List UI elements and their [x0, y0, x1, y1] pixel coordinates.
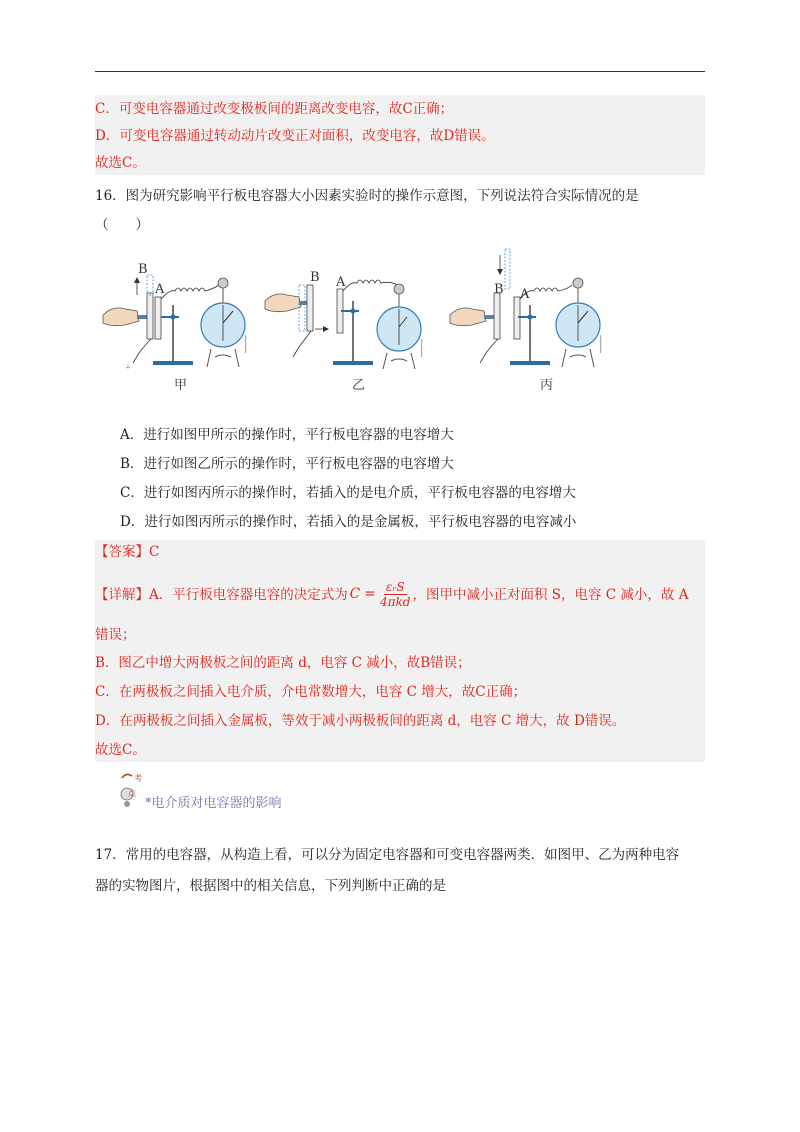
- bing-label-a: A: [520, 287, 530, 302]
- prev-solution-conclusion: 故选C。: [95, 155, 146, 171]
- q16-option-c: C．进行如图丙所示的操作时，若插入的是电介质，平行板电容器的电容增大: [120, 485, 576, 501]
- q16-figure: [95, 245, 655, 395]
- q16-option-a: A．进行如图甲所示的操作时，平行板电容器的电容增大: [120, 427, 454, 443]
- formula-lhs: C =: [349, 586, 376, 602]
- kaodian-glyph-bottom: 点: [128, 789, 136, 798]
- svg-text:⏚: ⏚: [125, 364, 132, 371]
- plate-b: [147, 293, 153, 339]
- panel-jia: [103, 275, 246, 371]
- q16-detail-c: C．在两极板之间插入电介质，介电常数增大，电容 C 增大，故C正确；: [95, 684, 527, 700]
- panel-yi: [265, 280, 422, 369]
- jia-label-b: B: [138, 262, 148, 277]
- q16-detail-conclusion: 故选C。: [95, 742, 146, 758]
- caption-jia: 甲: [174, 378, 188, 393]
- formula-fraction: [380, 580, 410, 609]
- q16-detail-a: [95, 580, 688, 609]
- kaodian-glyph-top: 考: [134, 774, 142, 783]
- header-rule: [95, 71, 705, 72]
- prev-solution-c: C．可变电容器通过改变极板间的距离改变电容，故C正确；: [95, 101, 454, 117]
- q16-option-b: B．进行如图乙所示的操作时，平行板电容器的电容增大: [120, 456, 454, 472]
- plate-b: [494, 293, 500, 339]
- yi-label-a: A: [336, 275, 346, 290]
- q16-option-d: D．进行如图丙所示的操作时，若插入的是金属板，平行板电容器的电容减小: [120, 514, 577, 530]
- formula-denominator: 4πkd: [379, 595, 411, 609]
- bing-label-b: B: [494, 282, 504, 297]
- capacitance-formula: [350, 580, 411, 609]
- caption-yi: 乙: [352, 378, 366, 393]
- yi-label-b: B: [310, 270, 320, 285]
- detail-a-suffix: ，图甲中减小正对面积 S，电容 C 减小，故 A: [412, 586, 689, 603]
- kaodian-text: *电介质对电容器的影响: [145, 796, 282, 811]
- q17-line2: 器的实物图片，根据图中的相关信息，下列判断中正确的是: [95, 878, 446, 894]
- hand-icon: [450, 308, 486, 326]
- caption-bing: 丙: [540, 378, 554, 393]
- plate-b: [307, 285, 313, 331]
- q16-detail-d: D．在两极板之间插入金属板，等效于减小两极板间的距离 d，电容 C 增大，故 D错误。: [95, 713, 626, 729]
- q16-blank: （ ）: [95, 217, 149, 233]
- plate-a: [155, 297, 161, 339]
- formula-numerator: εᵣS: [385, 580, 405, 594]
- detail-a-prefix: 【详解】A．平行板电容器电容的决定式为: [95, 586, 348, 603]
- q16-detail-b: B．图乙中增大两极板之间的距离 d，电容 C 减小，故B错误；: [95, 655, 471, 671]
- hand-icon: [265, 294, 301, 312]
- panel-bing: [450, 249, 601, 367]
- hand-icon: [103, 308, 139, 326]
- q16-detail-a-cont: 错误；: [95, 627, 136, 643]
- prev-solution-d: D．可变电容器通过转动动片改变正对面积，改变电容，故D错误。: [95, 128, 495, 144]
- jia-label-a: A: [155, 282, 165, 297]
- q16-stem: 16．图为研究影响平行板电容器大小因素实验时的操作示意图，下列说法符合实际情况的是: [95, 188, 639, 204]
- q16-answer: 【答案】C: [95, 544, 160, 560]
- q17-line1: 17．常用的电容器，从构造上看，可以分为固定电容器和可变电容器两类．如图甲、乙为两种电容: [95, 847, 680, 863]
